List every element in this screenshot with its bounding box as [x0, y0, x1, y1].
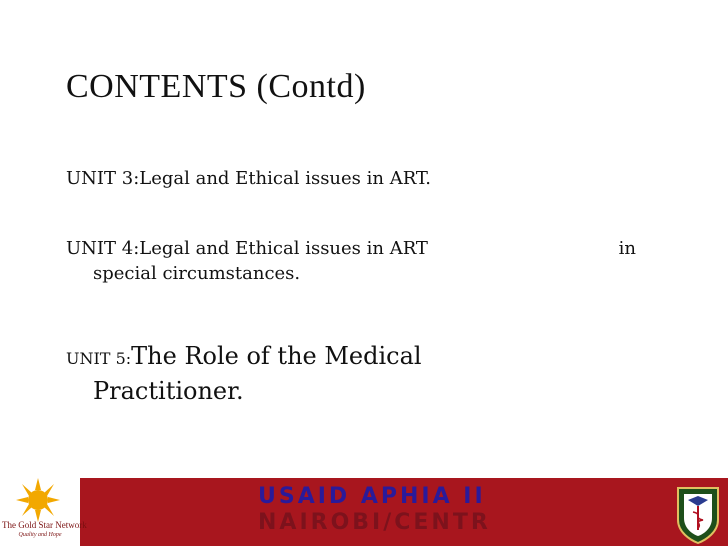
- unit-5-text-line2: Practitioner.: [93, 377, 244, 405]
- logo-name: The Gold Star Network: [2, 520, 87, 530]
- unit-3-item: [66, 166, 431, 191]
- gold-star-network-logo: [0, 478, 87, 546]
- footer-line1: USAID APHIA II: [258, 484, 486, 509]
- unit-5-prefix: UNIT 5:: [66, 349, 132, 368]
- unit-5-text-line1: The Role of the Medical: [131, 342, 422, 370]
- unit-4-text-right: in: [618, 238, 636, 259]
- unit-5-item: [66, 340, 422, 408]
- footer-line2: NAIROBI/CENTR: [258, 510, 491, 535]
- crest-icon: [676, 486, 720, 544]
- unit-3-text: UNIT 3:Legal and Ethical issues in ART.: [66, 168, 432, 189]
- footer-text: [258, 484, 491, 536]
- logo-tagline: Quality and Hope: [18, 532, 62, 538]
- unit-4-text-line2: special circumstances.: [93, 263, 301, 284]
- unit-4-text-line1: UNIT 4:Legal and Ethical issues in ART: [66, 238, 428, 259]
- unit-4-item: [66, 236, 636, 286]
- slide-title: CONTENTS (Contd): [66, 68, 366, 105]
- sun-logo-icon: [0, 478, 80, 522]
